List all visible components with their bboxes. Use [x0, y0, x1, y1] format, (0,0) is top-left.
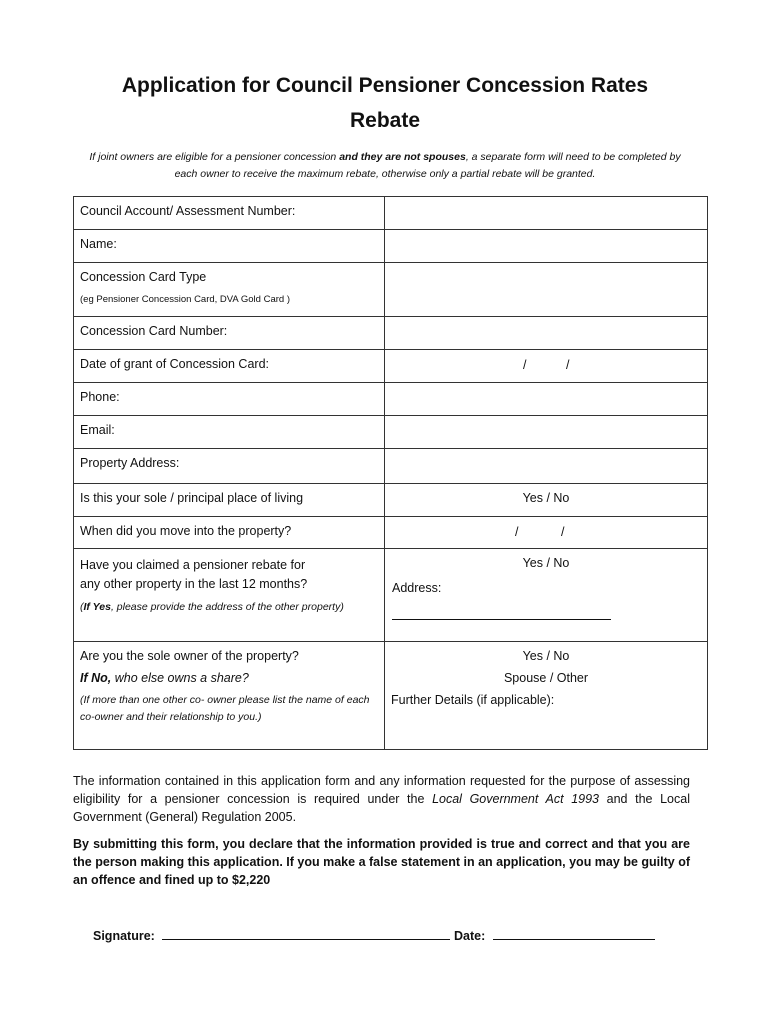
date-separator: /: [515, 525, 519, 539]
row-property-address: [74, 449, 708, 484]
account-input[interactable]: [385, 197, 708, 230]
card-type-label: Concession Card Type: [80, 270, 207, 284]
date-line[interactable]: [493, 927, 655, 940]
grant-date-label: Date of grant of Concession Card:: [74, 350, 385, 383]
form-title-line-1: Application for Council Pensioner Concession Rates: [121, 74, 649, 97]
sole-place-yes-no[interactable]: Yes / No: [385, 484, 708, 517]
phone-input[interactable]: [385, 383, 708, 416]
date-separator: /: [561, 525, 565, 539]
signature-field: [93, 927, 450, 943]
move-in-date-input[interactable]: [385, 517, 708, 549]
intro-bold: and they are not spouses: [339, 151, 466, 163]
account-label: Council Account/ Assessment Number:: [74, 197, 385, 230]
row-grant-date: [74, 350, 708, 383]
property-address-label: Property Address:: [74, 449, 385, 484]
phone-label: Phone:: [74, 383, 385, 416]
if-no-label: If No, who else owns a share?: [80, 671, 249, 685]
name-label: Name:: [74, 230, 385, 263]
application-form-table: [73, 196, 708, 750]
card-number-input[interactable]: [385, 317, 708, 350]
claimed-yes-no[interactable]: Yes / No: [522, 556, 570, 570]
card-type-hint: (eg Pensioner Concession Card, DVA Gold Card ): [80, 294, 290, 305]
date-field: [454, 927, 655, 943]
card-type-input[interactable]: [385, 263, 708, 317]
intro-part-2: , a separate form will need to be completed by each owner to receive the maximum rebate, otherwise only a partial rebate will be granted.: [174, 151, 681, 180]
row-sole-owner: [74, 642, 708, 750]
claimed-label-line-1: Have you claimed a pensioner rebate for: [80, 558, 306, 572]
signature-label: Signature:: [93, 929, 155, 943]
co-owner-note: (If more than one other co- owner please list the name of each co-owner and their relationship to you.): [80, 694, 370, 723]
sole-owner-yes-no[interactable]: Yes / No: [522, 649, 570, 663]
row-phone: [74, 383, 708, 416]
declaration: By submitting this form, you declare that the information provided is true and correct and that you are the person making this application. If you make a false statement in an application, you may be guilty of an offence and fined up to $2,220: [73, 837, 690, 887]
row-move-in: [74, 517, 708, 549]
email-input[interactable]: [385, 416, 708, 449]
other-address-line[interactable]: [392, 619, 611, 620]
spouse-other-option[interactable]: Spouse / Other: [503, 671, 589, 685]
property-address-input[interactable]: [385, 449, 708, 484]
form-title-line-2: Rebate: [349, 109, 421, 132]
row-account: [74, 197, 708, 230]
legal-notice: The information contained in this application form and any information requested for the purpose of assessing eligibility for a pensioner concession is required under the Local Government Act 1993 and the Local Government (General) Regulation 2005.: [73, 774, 690, 824]
signature-line[interactable]: [162, 927, 450, 940]
date-label: Date:: [454, 929, 486, 943]
row-sole-place: [74, 484, 708, 517]
sole-place-label: Is this your sole / principal place of living: [74, 484, 385, 517]
move-in-label: When did you move into the property?: [74, 517, 385, 549]
further-details-label: Further Details (if applicable):: [391, 693, 555, 707]
date-separator: /: [523, 358, 527, 372]
claimed-note: (If Yes, please provide the address of the other property): [80, 601, 344, 613]
other-address-label: Address:: [392, 581, 442, 595]
form-title: [0, 68, 770, 138]
grant-date-input[interactable]: [385, 350, 708, 383]
intro-part-1: If joint owners are eligible for a pensioner concession: [89, 151, 340, 163]
card-number-label: Concession Card Number:: [74, 317, 385, 350]
date-separator: /: [566, 358, 570, 372]
row-card-type: [74, 263, 708, 317]
row-claimed-rebate: [74, 549, 708, 642]
claimed-label-line-2: any other property in the last 12 months?: [80, 577, 308, 591]
sole-owner-label: Are you the sole owner of the property?: [80, 649, 299, 663]
row-card-number: [74, 317, 708, 350]
name-input[interactable]: [385, 230, 708, 263]
intro-note: [80, 149, 690, 183]
row-name: [74, 230, 708, 263]
email-label: Email:: [74, 416, 385, 449]
row-email: [74, 416, 708, 449]
